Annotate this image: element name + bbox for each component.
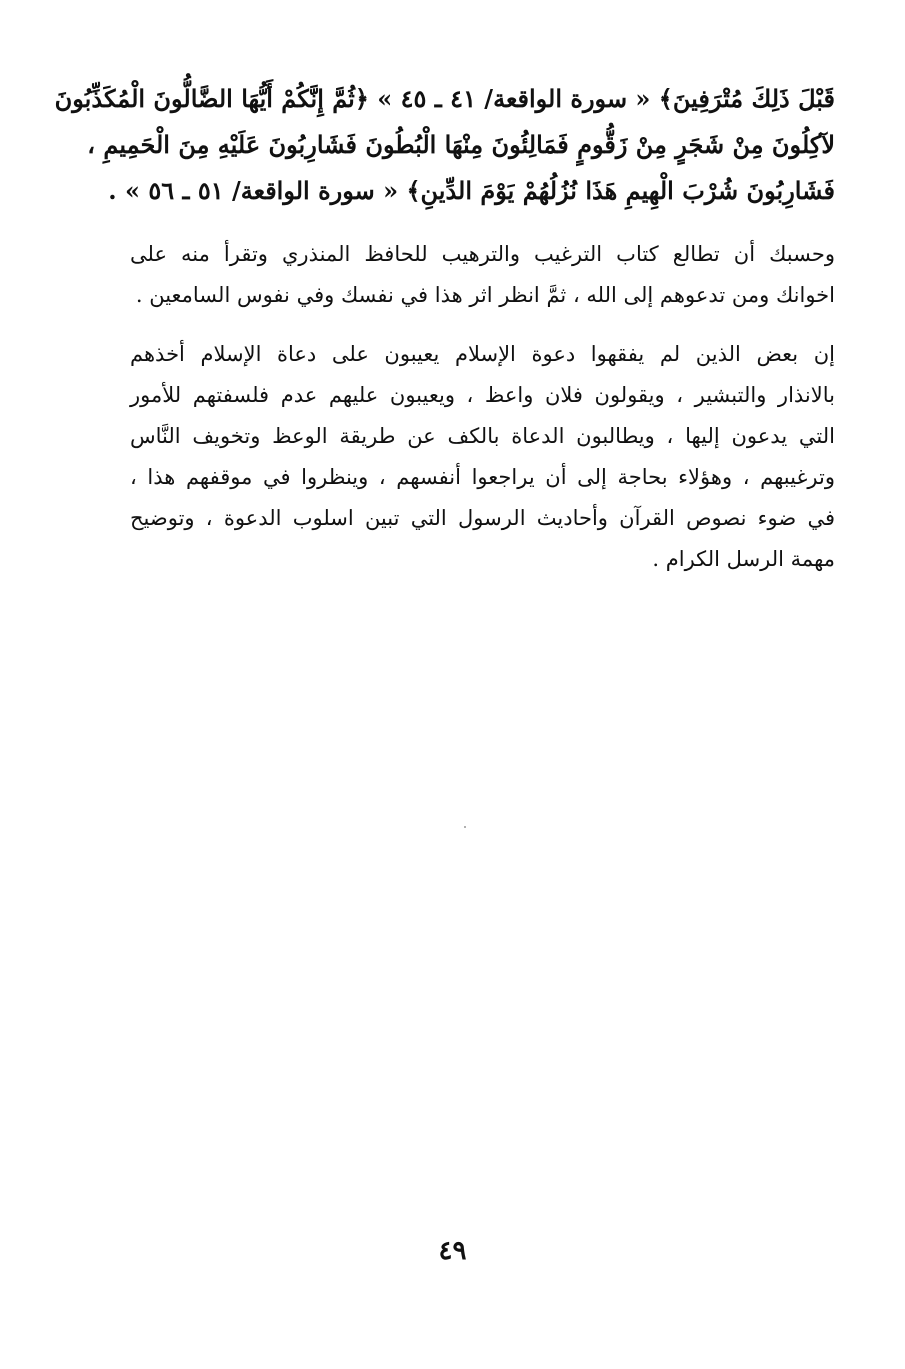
paragraph-line: التي يدعون إليها ، ويطالبون الدعاة بالكف عن طريقة الوعظ وتخويف النَّاس [130,424,835,448]
quran-verses-block [54,76,835,214]
paragraph-line: اخوانك ومن تدعوهم إلى الله ، ثمَّ انظر اثر هذا في نفسك وفي نفوس السامعين . [135,283,835,307]
paragraph-line: في ضوء نصوص القرآن وأحاديث الرسول التي تبين اسلوب الدعوة ، وتوضيح [130,506,835,530]
paragraph-line: مهمة الرسل الكرام . [652,547,835,571]
paragraph-line: إن بعض الذين لم يفقهوا دعوة الإسلام يعيبون على دعاة الإسلام أخذهم [130,342,835,366]
quran-line: فَشَارِبُونَ شُرْبَ الْهِيمِ هَذَا نُزُلُهُمْ يَوْمَ الدِّينِ﴾ « سورة الواقعة/ ٥١ ـ ٥٦ » . [108,176,835,205]
paragraph-line: وترغيبهم ، وهؤلاء بحاجة إلى أن يراجعوا أنفسهم ، وينظروا في موقفهم هذا ، [130,465,835,489]
paragraph-line: بالانذار والتبشير ، ويقولون فلان واعظ ، ويعيبون عليهم عدم فلسفتهم للأمور [130,383,835,407]
page-number: ٤٩ [438,1236,467,1266]
paragraph-line: وحسبك أن تطالع كتاب الترغيب والترهيب للحافظ المنذري وتقرأ منه على [130,242,835,266]
scan-speck [464,826,466,828]
quran-line: لآكِلُونَ مِنْ شَجَرٍ مِنْ زَقُّومٍ فَمَالِئُونَ مِنْهَا الْبُطُونَ فَشَارِبُونَ عَلَيْهِ مِنَ الْحَمِيمِ ، [87,130,835,159]
paragraph-targhib [130,234,835,316]
paragraph-critics [130,334,835,580]
quran-line: قَبْلَ ذَلِكَ مُتْرَفِينَ﴾ « سورة الواقعة/ ٤١ ـ ٤٥ » ﴿ثُمَّ إِنَّكُمْ أَيُّهَا الضَّالُّونَ الْمُكَذِّبُونَ [54,84,835,113]
